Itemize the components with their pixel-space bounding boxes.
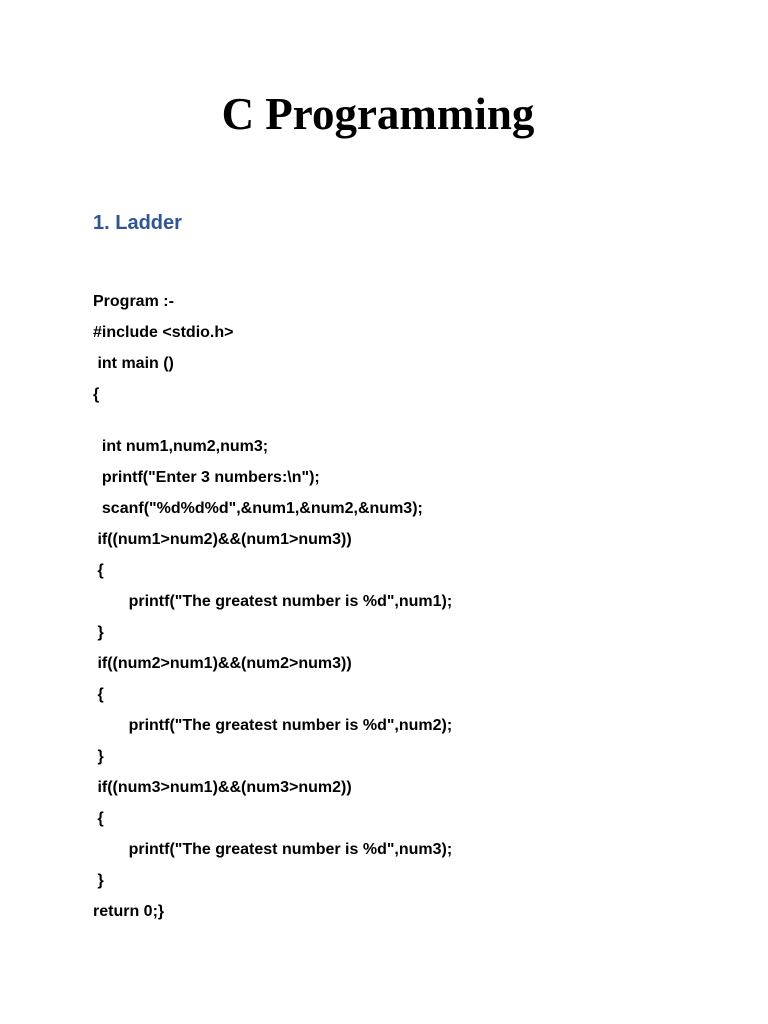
code-line: #include <stdio.h> (93, 324, 234, 341)
code-line: { (93, 386, 100, 403)
code-line: if((num2>num1)&&(num2>num3)) (93, 655, 352, 672)
code-line: printf("The greatest number is %d",num2); (93, 717, 453, 734)
section-heading: 1. Ladder (93, 212, 182, 234)
code-line: printf("The greatest number is %d",num1); (93, 593, 453, 610)
code-line: } (93, 748, 104, 765)
code-line: if((num3>num1)&&(num3>num2)) (93, 779, 352, 796)
code-line: { (93, 686, 104, 703)
program-label: Program :- (93, 293, 174, 310)
code-line: scanf("%d%d%d",&num1,&num2,&num3); (93, 500, 423, 517)
page-title: C Programming (221, 89, 535, 139)
code-line: return 0;} (93, 903, 165, 920)
code-line: int num1,num2,num3; (93, 438, 269, 455)
code-line: { (93, 562, 104, 579)
code-line: printf("Enter 3 numbers:\n"); (93, 469, 320, 486)
code-line: printf("The greatest number is %d",num3); (93, 841, 453, 858)
code-line: } (93, 624, 104, 641)
code-line: if((num1>num2)&&(num1>num3)) (93, 531, 352, 548)
code-line: } (93, 872, 104, 889)
code-line: { (93, 810, 104, 827)
code-line: int main () (93, 355, 174, 372)
